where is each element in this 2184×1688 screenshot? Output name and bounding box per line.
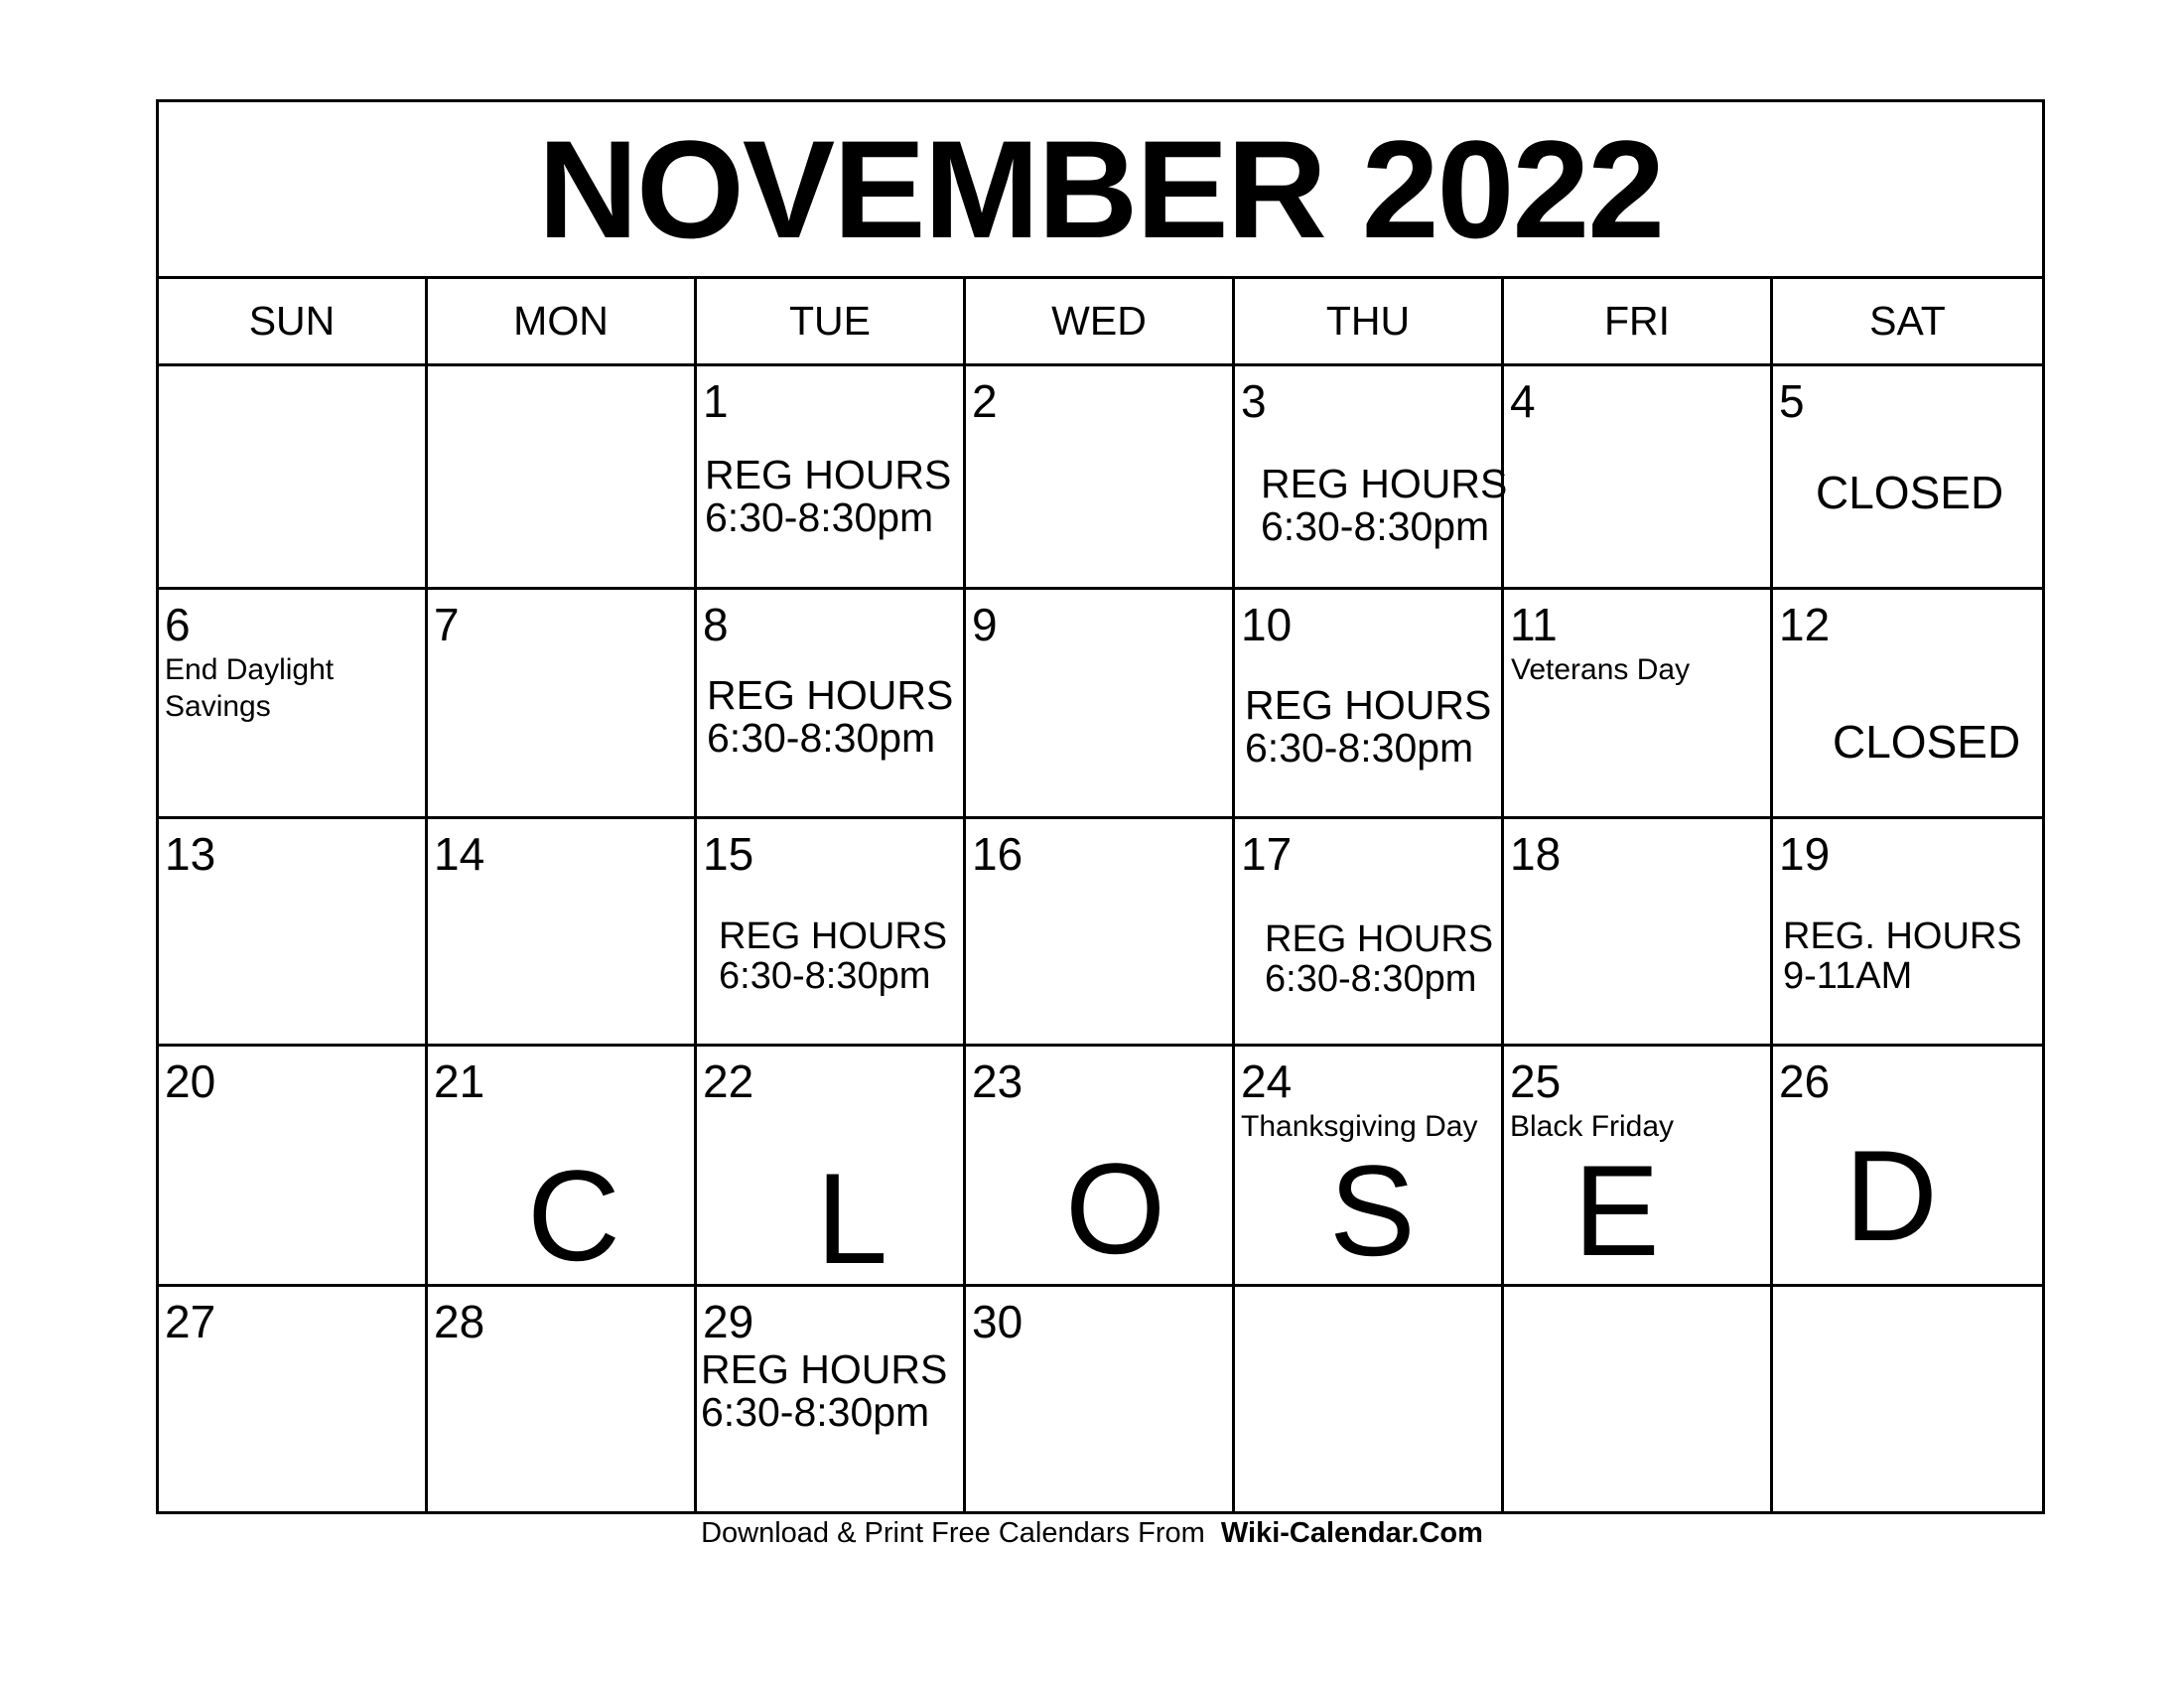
- day-cell: [966, 819, 1235, 1047]
- weekday-header-fri: FRI: [1504, 279, 1773, 366]
- hours-time: 9-11AM: [1783, 955, 1913, 997]
- hours-note: [1265, 919, 1493, 999]
- weekday-header-thu: THU: [1235, 279, 1504, 366]
- day-number: 20: [165, 1055, 216, 1107]
- day-cell: [697, 590, 966, 819]
- day-cell: [966, 590, 1235, 819]
- weekday-header-mon: MON: [428, 279, 697, 366]
- holiday-note: [1511, 651, 1690, 688]
- closed-label: CLOSED: [1816, 467, 2004, 518]
- day-cell: [428, 1287, 697, 1514]
- day-number: 11: [1510, 599, 1558, 650]
- day-number: 23: [972, 1055, 1024, 1107]
- footer-text: Download & Print Free Calendars From: [701, 1517, 1205, 1549]
- closed-label: CLOSED: [1833, 716, 2021, 768]
- hours-note: [701, 1348, 947, 1434]
- hours-note: [1245, 684, 1491, 770]
- closed-letter: E: [1573, 1138, 1660, 1283]
- day-number: 21: [434, 1055, 485, 1107]
- day-number: 7: [434, 599, 460, 650]
- day-cell-empty: [1773, 1287, 2042, 1514]
- day-cell: [1235, 590, 1504, 819]
- day-cell: [1504, 590, 1773, 819]
- holiday-note-line: Thanksgiving Day: [1241, 1110, 1478, 1143]
- day-cell-empty: [1235, 1287, 1504, 1514]
- closed-letter: D: [1844, 1123, 1938, 1268]
- footer-credit: [0, 1516, 2184, 1550]
- day-cell: [697, 1047, 966, 1291]
- day-cell-empty: [1504, 1287, 1773, 1514]
- day-number: 25: [1510, 1055, 1562, 1107]
- day-cell: [1504, 366, 1773, 590]
- day-cell: [428, 1047, 697, 1287]
- day-number: 14: [434, 828, 485, 880]
- day-cell: [1504, 819, 1773, 1047]
- day-cell: [1773, 819, 2042, 1047]
- hours-label: REG HOURS: [707, 672, 954, 718]
- day-number: 6: [165, 599, 191, 650]
- hours-time: 6:30-8:30pm: [1265, 958, 1477, 1000]
- day-cell-empty: [159, 366, 428, 590]
- holiday-note-line: Veterans Day: [1511, 653, 1691, 686]
- day-cell: [1773, 590, 2042, 819]
- day-cell: [697, 1287, 966, 1514]
- hours-label: REG HOURS: [719, 915, 948, 957]
- closed-letter: C: [527, 1143, 620, 1288]
- day-cell: [1773, 366, 2042, 590]
- weekday-header-sun: SUN: [159, 279, 428, 366]
- day-cell: [1773, 1047, 2042, 1287]
- closed-letter: S: [1329, 1138, 1416, 1283]
- holiday-note: [165, 651, 334, 725]
- calendar-grid: [156, 99, 2045, 1514]
- hours-time: 6:30-8:30pm: [701, 1389, 930, 1435]
- hours-label: REG HOURS: [701, 1346, 948, 1392]
- day-number: 10: [1241, 599, 1293, 650]
- day-number: 22: [703, 1055, 754, 1107]
- day-cell: [966, 1047, 1235, 1287]
- day-number: 26: [1779, 1055, 1831, 1107]
- hours-label: REG HOURS: [705, 452, 952, 497]
- hours-note: [1783, 916, 2022, 996]
- hours-note: [707, 674, 953, 760]
- day-cell: [1504, 1047, 1773, 1287]
- footer-site-link[interactable]: Wiki-Calendar.Com: [1220, 1517, 1483, 1549]
- day-number: 15: [703, 828, 754, 880]
- day-number: 28: [434, 1296, 485, 1347]
- day-number: 27: [165, 1296, 216, 1347]
- day-number: 19: [1779, 828, 1831, 880]
- day-number: 24: [1241, 1055, 1293, 1107]
- weekday-header-wed: WED: [966, 279, 1235, 366]
- day-cell: [159, 590, 428, 819]
- day-cell: [697, 819, 966, 1047]
- day-cell: [159, 1047, 428, 1287]
- day-cell: [1235, 366, 1508, 590]
- hours-label: REG HOURS: [1261, 461, 1508, 506]
- day-number: 8: [703, 599, 729, 650]
- day-number: 5: [1779, 375, 1805, 427]
- holiday-note-line: End Daylight: [165, 653, 335, 686]
- day-cell: [159, 819, 428, 1047]
- day-number: 9: [972, 599, 998, 650]
- day-number: 4: [1510, 375, 1536, 427]
- holiday-note-line: Black Friday: [1510, 1110, 1675, 1143]
- holiday-note-line: Savings: [165, 690, 271, 723]
- day-number: 29: [703, 1296, 754, 1347]
- day-cell: [966, 366, 1235, 590]
- closed-letter: O: [1065, 1136, 1166, 1281]
- day-cell: [428, 590, 697, 819]
- closed-letter: L: [816, 1146, 888, 1291]
- day-number: 2: [972, 375, 998, 427]
- day-number: 3: [1241, 375, 1267, 427]
- hours-label: REG HOURS: [1265, 918, 1494, 960]
- day-number: 18: [1510, 828, 1562, 880]
- hours-time: 6:30-8:30pm: [707, 715, 936, 761]
- day-number: 17: [1241, 828, 1293, 880]
- hours-time: 6:30-8:30pm: [705, 494, 934, 540]
- day-number: 30: [972, 1296, 1024, 1347]
- hours-time: 6:30-8:30pm: [1245, 725, 1474, 771]
- day-cell: [428, 819, 697, 1047]
- day-cell: [159, 1287, 428, 1514]
- hours-time: 6:30-8:30pm: [1261, 503, 1490, 549]
- day-number: 1: [703, 375, 729, 427]
- day-cell: [1235, 1047, 1504, 1287]
- hours-time: 6:30-8:30pm: [719, 955, 931, 997]
- day-number: 13: [165, 828, 216, 880]
- weekday-header-sat: SAT: [1773, 279, 2042, 366]
- hours-label: REG HOURS: [1245, 682, 1492, 728]
- day-cell: [697, 366, 966, 590]
- hours-note: [719, 916, 947, 996]
- day-cell-empty: [428, 366, 697, 590]
- hours-note: [1261, 463, 1507, 548]
- day-number: 12: [1779, 599, 1831, 650]
- day-number: 16: [972, 828, 1024, 880]
- day-cell: [1235, 819, 1504, 1047]
- hours-note: [705, 454, 951, 539]
- weekday-header-tue: TUE: [697, 279, 966, 366]
- hours-label: REG. HOURS: [1783, 915, 2022, 957]
- day-cell: [966, 1287, 1235, 1514]
- calendar-title: NOVEMBER 2022: [159, 102, 2042, 279]
